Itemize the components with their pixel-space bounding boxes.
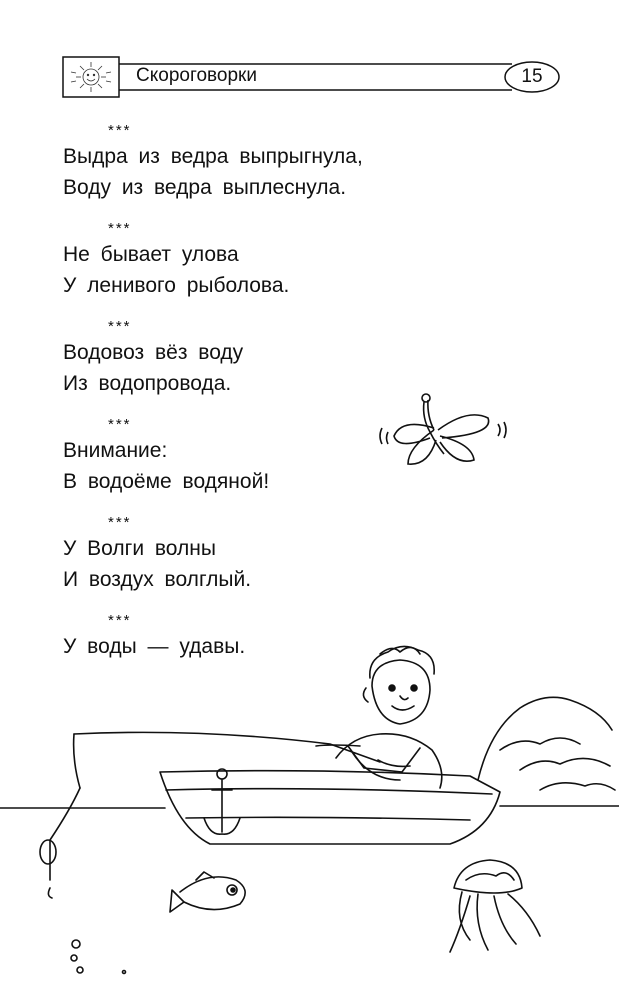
poem [63, 316, 483, 399]
poem-separator: *** [108, 122, 132, 139]
poem [63, 120, 483, 203]
boy-fishing-illustration [0, 640, 619, 995]
page-header [62, 56, 562, 98]
poem-line: Из водопровода. [63, 372, 232, 395]
poem-separator: *** [108, 220, 132, 237]
poem-line: В водоёме водяной! [63, 470, 270, 493]
poem-line: У Волги волны [63, 537, 216, 560]
poem-line: И воздух волглый. [63, 568, 252, 591]
poem-separator: *** [108, 514, 132, 531]
poem-line: Выдра из ведра выпрыгнула, [63, 145, 363, 168]
poem-line: Внимание: [63, 439, 168, 462]
poem [63, 512, 483, 595]
poem-line: У воды — удавы. [63, 635, 246, 658]
poem-line: Не бывает улова [63, 243, 239, 266]
section-title: Скороговорки [136, 65, 257, 86]
poem-separator: *** [108, 416, 132, 433]
page-number: 15 [521, 66, 543, 87]
dragonfly-icon [372, 388, 512, 478]
sun-icon [68, 60, 114, 94]
poem-separator: *** [108, 612, 132, 629]
poem-line: У ленивого рыболова. [63, 274, 290, 297]
poem-line: Воду из ведра выплеснула. [63, 176, 347, 199]
poem [63, 218, 483, 301]
poem-separator: *** [108, 318, 132, 335]
poem-line: Водовоз вёз воду [63, 341, 244, 364]
